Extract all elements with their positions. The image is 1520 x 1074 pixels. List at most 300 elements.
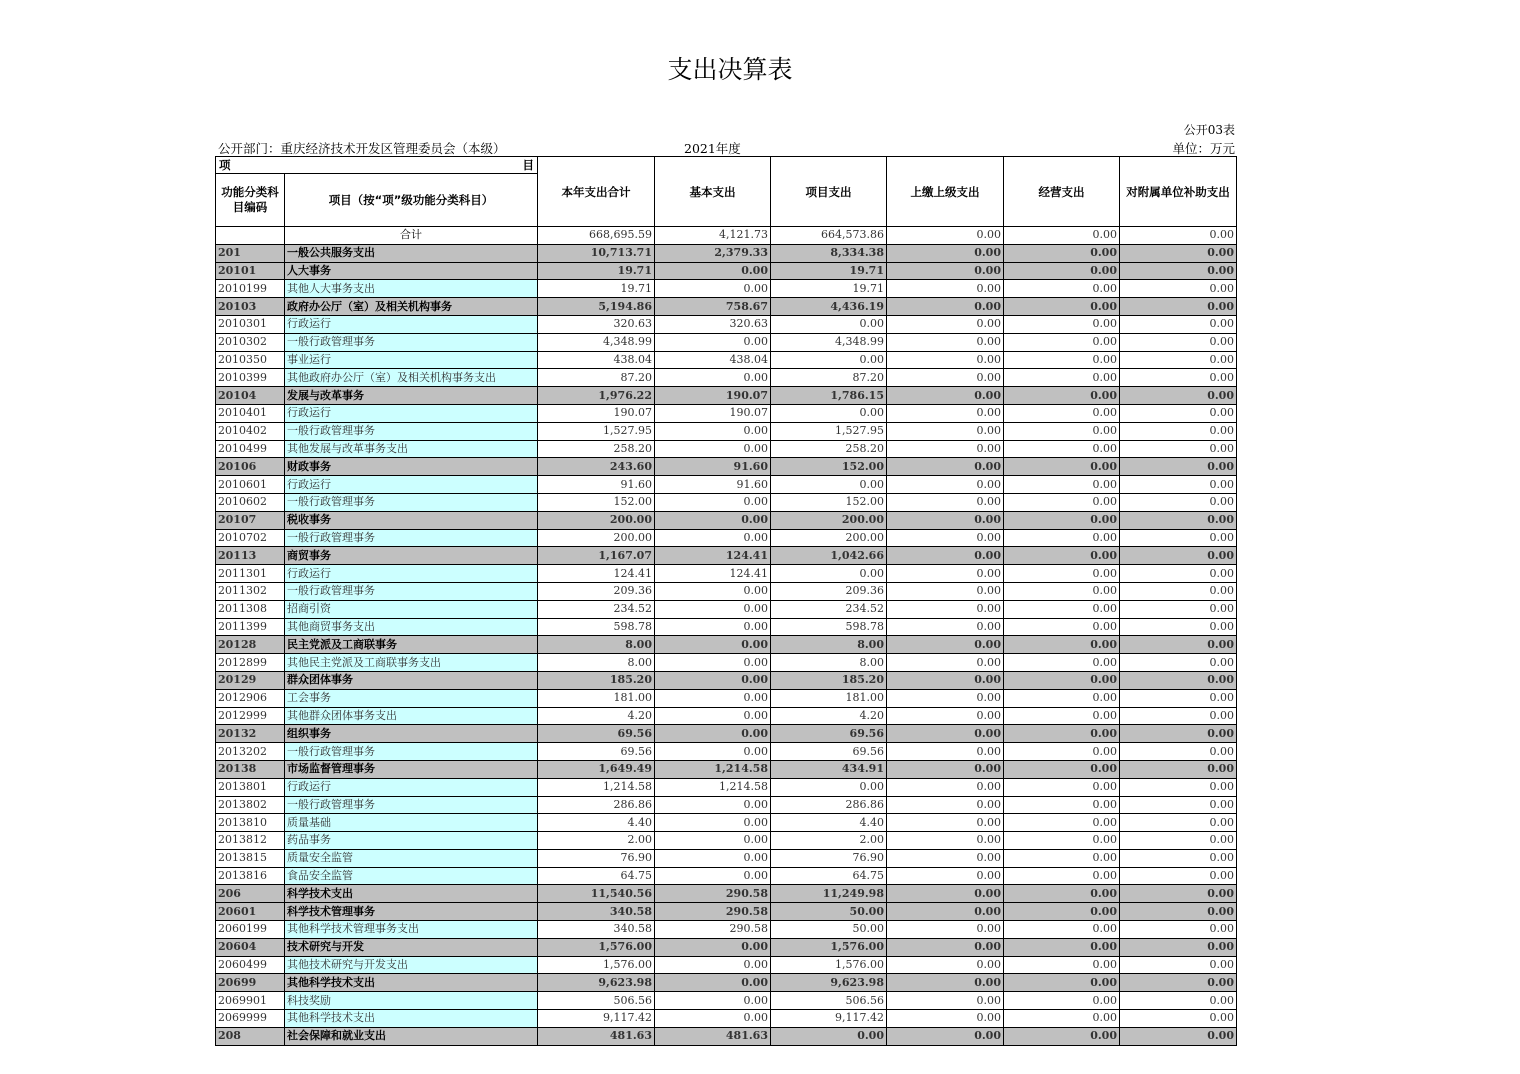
cell-basic: 0.00 [655, 511, 771, 529]
cell-subsidy: 0.00 [1120, 760, 1237, 778]
cell-upper: 0.00 [887, 743, 1004, 761]
cell-basic: 0.00 [655, 1010, 771, 1028]
cell-upper: 0.00 [887, 974, 1004, 992]
cell-subsidy: 0.00 [1120, 938, 1237, 956]
cell-basic: 0.00 [655, 671, 771, 689]
row-name: 社会保障和就业支出 [285, 1027, 538, 1045]
row-name: 一般行政管理事务 [285, 422, 538, 440]
row-code: 20604 [216, 938, 285, 956]
table-row [216, 671, 1237, 689]
cell-basic: 0.00 [655, 867, 771, 885]
cell-business: 0.00 [1004, 778, 1120, 796]
cell-upper: 0.00 [887, 1027, 1004, 1045]
cell-upper: 0.00 [887, 992, 1004, 1010]
cell-business: 0.00 [1004, 760, 1120, 778]
cell-business: 0.00 [1004, 974, 1120, 992]
cell-subsidy: 0.00 [1120, 956, 1237, 974]
row-code: 2010402 [216, 422, 285, 440]
table-row [216, 636, 1237, 654]
cell-basic: 0.00 [655, 796, 771, 814]
row-name: 市场监督管理事务 [285, 760, 538, 778]
row-name: 其他民主党派及工商联事务支出 [285, 654, 538, 672]
cell-project: 2.00 [771, 832, 887, 850]
expenditure-table [215, 156, 1237, 1046]
cell-business: 0.00 [1004, 725, 1120, 743]
row-code: 2012999 [216, 707, 285, 725]
cell-business: 0.00 [1004, 262, 1120, 280]
cell-basic: 0.00 [655, 832, 771, 850]
row-name: 其他商贸事务支出 [285, 618, 538, 636]
cell-project: 434.91 [771, 760, 887, 778]
cell-subsidy: 0.00 [1120, 262, 1237, 280]
cell-business: 0.00 [1004, 796, 1120, 814]
table-row [216, 921, 1237, 939]
cell-business: 0.00 [1004, 511, 1120, 529]
cell-business: 0.00 [1004, 903, 1120, 921]
cell-business: 0.00 [1004, 440, 1120, 458]
cell-subsidy: 0.00 [1120, 1010, 1237, 1028]
cell-business: 0.00 [1004, 885, 1120, 903]
cell-subsidy: 0.00 [1120, 547, 1237, 565]
cell-business: 0.00 [1004, 938, 1120, 956]
cell-basic: 91.60 [655, 458, 771, 476]
table-row [216, 654, 1237, 672]
row-name: 工会事务 [285, 689, 538, 707]
cell-subsidy: 0.00 [1120, 921, 1237, 939]
table-row [216, 1010, 1237, 1028]
table-row [216, 832, 1237, 850]
table-row [216, 440, 1237, 458]
cell-total: 124.41 [538, 565, 655, 583]
table-row [216, 796, 1237, 814]
cell-project: 1,042.66 [771, 547, 887, 565]
row-code: 20129 [216, 671, 285, 689]
row-name: 财政事务 [285, 458, 538, 476]
table-row [216, 974, 1237, 992]
row-code: 206 [216, 885, 285, 903]
cell-upper: 0.00 [887, 458, 1004, 476]
cell-project: 19.71 [771, 280, 887, 298]
cell-subsidy: 0.00 [1120, 351, 1237, 369]
cell-basic: 4,121.73 [655, 227, 771, 245]
row-code: 20107 [216, 511, 285, 529]
cell-business: 0.00 [1004, 529, 1120, 547]
cell-subsidy: 0.00 [1120, 689, 1237, 707]
row-name: 一般行政管理事务 [285, 796, 538, 814]
row-code: 2069901 [216, 992, 285, 1010]
cell-subsidy: 0.00 [1120, 743, 1237, 761]
row-code: 20132 [216, 725, 285, 743]
cell-subsidy: 0.00 [1120, 671, 1237, 689]
table-row [216, 707, 1237, 725]
table-row [216, 992, 1237, 1010]
table-row [216, 529, 1237, 547]
cell-project: 1,527.95 [771, 422, 887, 440]
table-row [216, 867, 1237, 885]
row-code: 20601 [216, 903, 285, 921]
row-name: 行政运行 [285, 565, 538, 583]
cell-basic: 0.00 [655, 618, 771, 636]
cell-project: 8.00 [771, 654, 887, 672]
cell-upper: 0.00 [887, 244, 1004, 262]
cell-upper: 0.00 [887, 636, 1004, 654]
cell-upper: 0.00 [887, 529, 1004, 547]
row-code: 20138 [216, 760, 285, 778]
header-subsidy: 对附属单位补助支出 [1120, 157, 1237, 227]
cell-project: 69.56 [771, 725, 887, 743]
cell-basic: 2,379.33 [655, 244, 771, 262]
cell-subsidy: 0.00 [1120, 422, 1237, 440]
cell-project: 286.86 [771, 796, 887, 814]
cell-upper: 0.00 [887, 387, 1004, 405]
cell-subsidy: 0.00 [1120, 244, 1237, 262]
table-row [216, 476, 1237, 494]
cell-total: 598.78 [538, 618, 655, 636]
cell-upper: 0.00 [887, 654, 1004, 672]
cell-subsidy: 0.00 [1120, 458, 1237, 476]
cell-total: 200.00 [538, 529, 655, 547]
cell-total: 2.00 [538, 832, 655, 850]
cell-upper: 0.00 [887, 618, 1004, 636]
cell-total: 8.00 [538, 654, 655, 672]
cell-total: 69.56 [538, 743, 655, 761]
row-code: 20104 [216, 387, 285, 405]
cell-business: 0.00 [1004, 369, 1120, 387]
row-code: 2060499 [216, 956, 285, 974]
cell-total: 10,713.71 [538, 244, 655, 262]
cell-business: 0.00 [1004, 547, 1120, 565]
cell-upper: 0.00 [887, 814, 1004, 832]
cell-project: 19.71 [771, 262, 887, 280]
cell-basic: 0.00 [655, 992, 771, 1010]
cell-basic: 0.00 [655, 582, 771, 600]
table-row [216, 689, 1237, 707]
cell-subsidy: 0.00 [1120, 476, 1237, 494]
row-name: 人大事务 [285, 262, 538, 280]
cell-total: 234.52 [538, 600, 655, 618]
cell-project: 64.75 [771, 867, 887, 885]
cell-total: 340.58 [538, 903, 655, 921]
table-row [216, 743, 1237, 761]
table-row [216, 618, 1237, 636]
cell-subsidy: 0.00 [1120, 404, 1237, 422]
table-row [216, 458, 1237, 476]
cell-total: 19.71 [538, 280, 655, 298]
cell-total: 152.00 [538, 493, 655, 511]
table-row [216, 725, 1237, 743]
cell-upper: 0.00 [887, 885, 1004, 903]
cell-project: 0.00 [771, 315, 887, 333]
cell-upper: 0.00 [887, 956, 1004, 974]
cell-upper: 0.00 [887, 1010, 1004, 1028]
cell-upper: 0.00 [887, 565, 1004, 583]
row-code: 2060199 [216, 921, 285, 939]
row-code: 2011399 [216, 618, 285, 636]
cell-upper: 0.00 [887, 707, 1004, 725]
row-code: 2010499 [216, 440, 285, 458]
cell-business: 0.00 [1004, 671, 1120, 689]
table-row [216, 387, 1237, 405]
cell-subsidy: 0.00 [1120, 814, 1237, 832]
cell-upper: 0.00 [887, 298, 1004, 316]
cell-business: 0.00 [1004, 244, 1120, 262]
row-name: 科学技术管理事务 [285, 903, 538, 921]
cell-project: 4,348.99 [771, 333, 887, 351]
cell-basic: 0.00 [655, 956, 771, 974]
row-code: 2013801 [216, 778, 285, 796]
table-row [216, 315, 1237, 333]
cell-basic: 0.00 [655, 743, 771, 761]
cell-basic: 0.00 [655, 440, 771, 458]
cell-business: 0.00 [1004, 654, 1120, 672]
cell-total: 11,540.56 [538, 885, 655, 903]
row-name: 技术研究与开发 [285, 938, 538, 956]
cell-business: 0.00 [1004, 582, 1120, 600]
cell-project: 1,576.00 [771, 938, 887, 956]
cell-subsidy: 0.00 [1120, 227, 1237, 245]
cell-total: 4,348.99 [538, 333, 655, 351]
row-code: 20113 [216, 547, 285, 565]
cell-project: 76.90 [771, 849, 887, 867]
cell-subsidy: 0.00 [1120, 707, 1237, 725]
row-code: 2012899 [216, 654, 285, 672]
row-name: 一般公共服务支出 [285, 244, 538, 262]
row-name: 其他人大事务支出 [285, 280, 538, 298]
cell-project: 258.20 [771, 440, 887, 458]
cell-basic: 0.00 [655, 814, 771, 832]
cell-project: 234.52 [771, 600, 887, 618]
header-project: 项目支出 [771, 157, 887, 227]
cell-project: 4.40 [771, 814, 887, 832]
table-row [216, 814, 1237, 832]
table-row [216, 244, 1237, 262]
cell-project: 0.00 [771, 1027, 887, 1045]
row-name: 行政运行 [285, 315, 538, 333]
table-row [216, 227, 1237, 245]
cell-basic: 0.00 [655, 369, 771, 387]
cell-total: 1,527.95 [538, 422, 655, 440]
cell-basic: 190.07 [655, 387, 771, 405]
cell-total: 64.75 [538, 867, 655, 885]
cell-project: 9,623.98 [771, 974, 887, 992]
cell-basic: 190.07 [655, 404, 771, 422]
department-label: 公开部门：重庆经济技术开发区管理委员会（本级） [218, 141, 506, 156]
row-code: 20128 [216, 636, 285, 654]
cell-total: 185.20 [538, 671, 655, 689]
cell-total: 209.36 [538, 582, 655, 600]
cell-upper: 0.00 [887, 493, 1004, 511]
cell-basic: 481.63 [655, 1027, 771, 1045]
cell-business: 0.00 [1004, 315, 1120, 333]
cell-basic: 290.58 [655, 921, 771, 939]
cell-project: 50.00 [771, 903, 887, 921]
cell-subsidy: 0.00 [1120, 493, 1237, 511]
row-name: 质量安全监管 [285, 849, 538, 867]
page-title: 支出决算表 [667, 55, 793, 84]
row-name: 食品安全监管 [285, 867, 538, 885]
cell-business: 0.00 [1004, 1027, 1120, 1045]
cell-business: 0.00 [1004, 814, 1120, 832]
table-row [216, 582, 1237, 600]
cell-upper: 0.00 [887, 725, 1004, 743]
cell-total: 8.00 [538, 636, 655, 654]
cell-project: 0.00 [771, 778, 887, 796]
cell-upper: 0.00 [887, 404, 1004, 422]
cell-total: 76.90 [538, 849, 655, 867]
row-code: 2010602 [216, 493, 285, 511]
cell-basic: 124.41 [655, 565, 771, 583]
row-code: 2011308 [216, 600, 285, 618]
row-name: 科技奖励 [285, 992, 538, 1010]
cell-basic: 0.00 [655, 333, 771, 351]
cell-project: 181.00 [771, 689, 887, 707]
row-code: 20103 [216, 298, 285, 316]
table-row [216, 422, 1237, 440]
row-name: 组织事务 [285, 725, 538, 743]
cell-business: 0.00 [1004, 600, 1120, 618]
cell-subsidy: 0.00 [1120, 654, 1237, 672]
table-row [216, 903, 1237, 921]
cell-business: 0.00 [1004, 387, 1120, 405]
cell-total: 4.20 [538, 707, 655, 725]
cell-total: 438.04 [538, 351, 655, 369]
cell-subsidy: 0.00 [1120, 529, 1237, 547]
cell-project: 8,334.38 [771, 244, 887, 262]
row-name: 一般行政管理事务 [285, 493, 538, 511]
cell-total: 200.00 [538, 511, 655, 529]
row-code: 2010350 [216, 351, 285, 369]
cell-business: 0.00 [1004, 333, 1120, 351]
cell-upper: 0.00 [887, 333, 1004, 351]
cell-subsidy: 0.00 [1120, 280, 1237, 298]
cell-upper: 0.00 [887, 849, 1004, 867]
row-name: 税收事务 [285, 511, 538, 529]
cell-total: 1,649.49 [538, 760, 655, 778]
cell-project: 0.00 [771, 565, 887, 583]
cell-upper: 0.00 [887, 582, 1004, 600]
cell-subsidy: 0.00 [1120, 974, 1237, 992]
cell-total: 19.71 [538, 262, 655, 280]
header-basic: 基本支出 [655, 157, 771, 227]
cell-upper: 0.00 [887, 903, 1004, 921]
cell-business: 0.00 [1004, 832, 1120, 850]
cell-total: 1,214.58 [538, 778, 655, 796]
row-code: 2069999 [216, 1010, 285, 1028]
row-name: 其他科学技术支出 [285, 1010, 538, 1028]
unit-label: 单位：万元 [1172, 141, 1235, 156]
cell-basic: 91.60 [655, 476, 771, 494]
table-row [216, 600, 1237, 618]
cell-basic: 124.41 [655, 547, 771, 565]
cell-total: 5,194.86 [538, 298, 655, 316]
cell-basic: 0.00 [655, 529, 771, 547]
row-code: 2012906 [216, 689, 285, 707]
table-row [216, 565, 1237, 583]
cell-total: 87.20 [538, 369, 655, 387]
cell-subsidy: 0.00 [1120, 600, 1237, 618]
cell-total: 190.07 [538, 404, 655, 422]
form-number: 公开03表 [1183, 123, 1235, 137]
table-row [216, 351, 1237, 369]
cell-subsidy: 0.00 [1120, 618, 1237, 636]
header-xiang: 项 [219, 158, 231, 172]
row-code: 2013810 [216, 814, 285, 832]
cell-subsidy: 0.00 [1120, 333, 1237, 351]
cell-total: 1,576.00 [538, 938, 655, 956]
cell-business: 0.00 [1004, 404, 1120, 422]
cell-basic: 0.00 [655, 938, 771, 956]
cell-business: 0.00 [1004, 618, 1120, 636]
header-code: 功能分类科目编码 [216, 174, 285, 227]
cell-project: 506.56 [771, 992, 887, 1010]
row-code: 20101 [216, 262, 285, 280]
row-code: 2010702 [216, 529, 285, 547]
cell-upper: 0.00 [887, 921, 1004, 939]
cell-total: 1,976.22 [538, 387, 655, 405]
header-item-cell [216, 157, 538, 174]
header-mu: 目 [522, 158, 534, 172]
row-name: 群众团体事务 [285, 671, 538, 689]
cell-project: 200.00 [771, 511, 887, 529]
cell-subsidy: 0.00 [1120, 903, 1237, 921]
cell-upper: 0.00 [887, 511, 1004, 529]
cell-subsidy: 0.00 [1120, 582, 1237, 600]
cell-total: 668,695.59 [538, 227, 655, 245]
row-code: 2013202 [216, 743, 285, 761]
cell-business: 0.00 [1004, 707, 1120, 725]
cell-upper: 0.00 [887, 315, 1004, 333]
row-name: 科学技术支出 [285, 885, 538, 903]
row-name: 其他群众团体事务支出 [285, 707, 538, 725]
cell-basic: 0.00 [655, 689, 771, 707]
cell-upper: 0.00 [887, 796, 1004, 814]
row-name: 民主党派及工商联事务 [285, 636, 538, 654]
cell-upper: 0.00 [887, 760, 1004, 778]
cell-project: 200.00 [771, 529, 887, 547]
row-name: 其他科学技术管理事务支出 [285, 921, 538, 939]
row-code: 2013816 [216, 867, 285, 885]
cell-project: 4,436.19 [771, 298, 887, 316]
cell-business: 0.00 [1004, 689, 1120, 707]
table-row [216, 1027, 1237, 1045]
cell-business: 0.00 [1004, 849, 1120, 867]
row-code: 20106 [216, 458, 285, 476]
cell-basic: 1,214.58 [655, 760, 771, 778]
cell-basic: 0.00 [655, 707, 771, 725]
cell-subsidy: 0.00 [1120, 832, 1237, 850]
table-row [216, 333, 1237, 351]
cell-subsidy: 0.00 [1120, 849, 1237, 867]
cell-subsidy: 0.00 [1120, 387, 1237, 405]
cell-upper: 0.00 [887, 938, 1004, 956]
row-name: 行政运行 [285, 404, 538, 422]
year-label: 2021年度 [684, 141, 741, 156]
cell-total: 286.86 [538, 796, 655, 814]
cell-subsidy: 0.00 [1120, 636, 1237, 654]
cell-project: 0.00 [771, 404, 887, 422]
cell-business: 0.00 [1004, 743, 1120, 761]
cell-basic: 0.00 [655, 493, 771, 511]
cell-basic: 0.00 [655, 636, 771, 654]
cell-subsidy: 0.00 [1120, 565, 1237, 583]
table-row [216, 298, 1237, 316]
row-code: 2010199 [216, 280, 285, 298]
row-code: 2010601 [216, 476, 285, 494]
row-name: 其他技术研究与开发支出 [285, 956, 538, 974]
cell-project: 8.00 [771, 636, 887, 654]
table-row [216, 547, 1237, 565]
row-name: 发展与改革事务 [285, 387, 538, 405]
